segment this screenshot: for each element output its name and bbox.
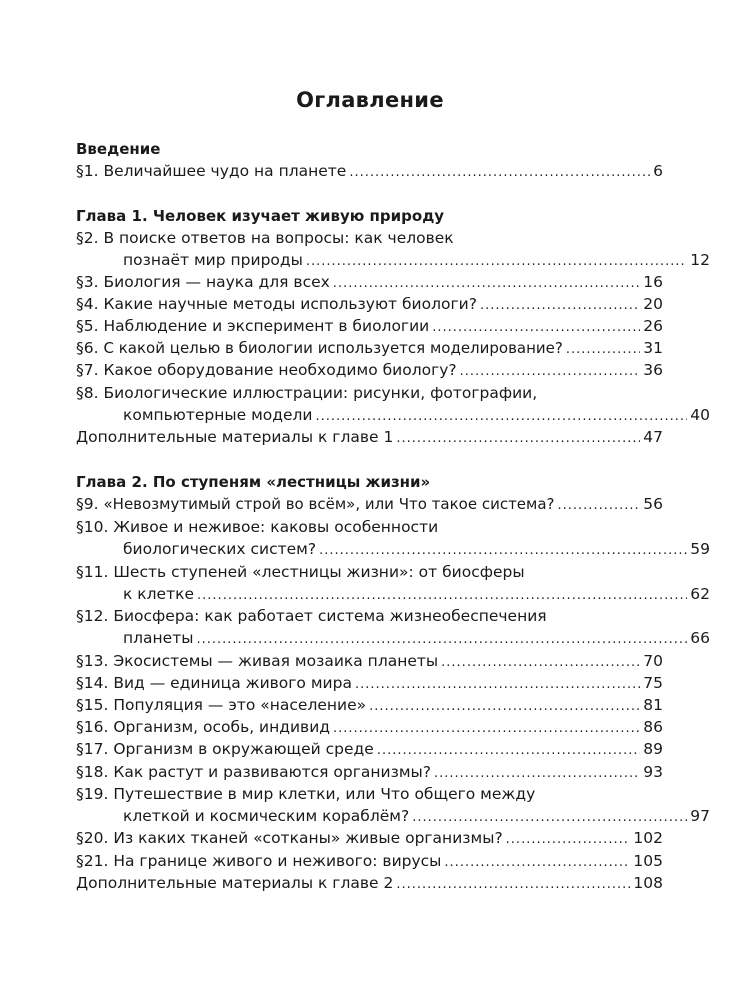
entry-number: §4.	[76, 295, 99, 313]
toc-entry-19-line2[interactable]	[76, 805, 710, 827]
entry-page: 16	[643, 273, 663, 291]
entry-title: Какое оборудование необходимо биологу?	[103, 361, 457, 379]
entry-title: Дополнительные материалы к главе 2	[76, 874, 394, 892]
entry-title: Биология — наука для всех	[103, 273, 330, 291]
entry-page: 105	[633, 852, 663, 870]
toc-entry-8-line1[interactable]	[76, 382, 663, 404]
toc-entry-10-line1[interactable]	[76, 516, 663, 538]
entry-number: §7.	[76, 361, 99, 379]
entry-page: 6	[653, 162, 663, 180]
dot-leader	[396, 428, 640, 450]
entry-number: §9.	[76, 495, 99, 513]
page-title: Оглавление	[296, 88, 444, 112]
dot-leader	[396, 874, 630, 896]
toc-entry-2-line2[interactable]	[76, 249, 710, 271]
entry-title: Биосфера: как работает система жизнеобеспечения	[113, 607, 547, 625]
entry-page: 12	[690, 251, 710, 269]
entry-title-cont: к клетке	[123, 585, 195, 603]
entry-number: §2.	[76, 229, 99, 247]
chapter2-heading: Глава 2. По ступеням «лестницы жизни»	[76, 473, 431, 491]
entry-number: §11.	[76, 563, 109, 581]
dot-leader	[412, 807, 687, 829]
dot-leader	[558, 495, 641, 517]
toc-entry-6[interactable]	[76, 337, 663, 359]
toc-entry-12-line1[interactable]	[76, 605, 663, 627]
entry-title: Живое и неживое: каковы особенности	[113, 518, 439, 536]
entry-number: §1.	[76, 162, 99, 180]
entry-number: §10.	[76, 518, 109, 536]
dot-leader	[441, 652, 640, 674]
toc-entry-4[interactable]	[76, 293, 663, 315]
entry-title: Дополнительные материалы к главе 1	[76, 428, 394, 446]
entry-title: Какие научные методы используют биологи?	[103, 295, 477, 313]
toc-entry-16[interactable]	[76, 716, 663, 738]
chapter1-heading: Глава 1. Человек изучает живую природу	[76, 207, 445, 225]
toc-entry-2-line1[interactable]	[76, 227, 663, 249]
entry-title: Организм, особь, индивид	[113, 718, 330, 736]
entry-page: 20	[643, 295, 663, 313]
entry-number: §18.	[76, 763, 109, 781]
entry-number: §19.	[76, 785, 109, 803]
entry-page: 102	[633, 829, 663, 847]
entry-title: В поиске ответов на вопросы: как человек	[103, 229, 454, 247]
toc-entry-12-line2[interactable]	[76, 627, 710, 649]
dot-leader	[434, 763, 640, 785]
entry-page: 75	[643, 674, 663, 692]
dot-leader	[196, 629, 687, 651]
entry-title-cont: компьютерные модели	[123, 406, 313, 424]
dot-leader	[480, 295, 640, 317]
entry-page: 70	[643, 652, 663, 670]
dot-leader	[506, 829, 631, 851]
entry-page: 89	[643, 740, 663, 758]
entry-page: 86	[643, 718, 663, 736]
intro-heading: Введение	[76, 140, 161, 158]
toc-entry-11-line2[interactable]	[76, 583, 710, 605]
entry-number: §15.	[76, 696, 109, 714]
toc-entry-3[interactable]	[76, 271, 663, 293]
entry-page: 31	[643, 339, 663, 357]
entry-number: §5.	[76, 317, 99, 335]
toc-entry-18[interactable]	[76, 761, 663, 783]
entry-page: 66	[690, 629, 710, 647]
entry-page: 59	[690, 540, 710, 558]
entry-number: §17.	[76, 740, 109, 758]
dot-leader	[460, 361, 641, 383]
entry-page: 56	[643, 495, 663, 513]
entry-title: На границе живого и неживого: вирусы	[113, 852, 442, 870]
entry-title: «Невозмутимый строй во всём», или Что такое система?	[103, 495, 555, 513]
entry-title: С какой целью в биологии используется моделирование?	[103, 339, 563, 357]
entry-page: 97	[690, 807, 710, 825]
toc-extra-ch1[interactable]	[76, 426, 663, 448]
entry-title: Экосистемы — живая мозаика планеты	[113, 652, 439, 670]
entry-title-cont: биологических систем?	[123, 540, 317, 558]
toc-entry-13[interactable]	[76, 650, 663, 672]
entry-title: Вид — единица живого мира	[113, 674, 352, 692]
entry-title: Величайшее чудо на планете	[103, 162, 347, 180]
dot-leader	[349, 162, 650, 184]
entry-title: Наблюдение и эксперимент в биологии	[103, 317, 430, 335]
toc-entry-7[interactable]	[76, 359, 663, 381]
toc-entry-20[interactable]	[76, 827, 663, 849]
toc-entry-11-line1[interactable]	[76, 561, 663, 583]
toc-entry-19-line1[interactable]	[76, 783, 663, 805]
entry-number: §20.	[76, 829, 109, 847]
entry-title: Из каких тканей «сотканы» живые организмы?	[113, 829, 503, 847]
toc-entry-1[interactable]	[76, 160, 663, 182]
dot-leader	[377, 740, 640, 762]
toc-entry-8-line2[interactable]	[76, 404, 710, 426]
entry-title-cont: планеты	[123, 629, 194, 647]
entry-title: Организм в окружающей среде	[113, 740, 374, 758]
entry-page: 40	[690, 406, 710, 424]
toc-entry-9[interactable]	[76, 493, 663, 515]
entry-page: 81	[643, 696, 663, 714]
entry-title-cont: познаёт мир природы	[123, 251, 303, 269]
dot-leader	[333, 718, 640, 740]
toc-entry-15[interactable]	[76, 694, 663, 716]
entry-title: Шесть ступеней «лестницы жизни»: от биосферы	[113, 563, 525, 581]
dot-leader	[369, 696, 640, 718]
entry-page: 62	[690, 585, 710, 603]
toc-entry-5[interactable]	[76, 315, 663, 337]
dot-leader	[444, 852, 630, 874]
entry-number: §13.	[76, 652, 109, 670]
entry-page: 93	[643, 763, 663, 781]
entry-title: Путешествие в мир клетки, или Что общего между	[113, 785, 536, 803]
dot-leader	[333, 273, 640, 295]
entry-number: §8.	[76, 384, 99, 402]
dot-leader	[319, 540, 687, 562]
entry-number: §12.	[76, 607, 109, 625]
dot-leader	[432, 317, 640, 339]
toc-entry-21[interactable]	[76, 850, 663, 872]
entry-number: §3.	[76, 273, 99, 291]
toc-extra-ch2[interactable]	[76, 872, 663, 894]
dot-leader	[306, 251, 687, 273]
entry-title: Биологические иллюстрации: рисунки, фотографии,	[103, 384, 538, 402]
entry-page: 108	[633, 874, 663, 892]
entry-title: Как растут и развиваются организмы?	[113, 763, 431, 781]
entry-page: 36	[643, 361, 663, 379]
toc-entry-17[interactable]	[76, 738, 663, 760]
toc-entry-14[interactable]	[76, 672, 663, 694]
dot-leader	[566, 339, 640, 361]
entry-page: 26	[643, 317, 663, 335]
entry-number: §6.	[76, 339, 99, 357]
dot-leader	[355, 674, 640, 696]
toc-entry-10-line2[interactable]	[76, 538, 710, 560]
entry-page: 47	[643, 428, 663, 446]
dot-leader	[316, 406, 688, 428]
entry-number: §16.	[76, 718, 109, 736]
entry-number: §21.	[76, 852, 109, 870]
dot-leader	[197, 585, 687, 607]
entry-title-cont: клеткой и космическим кораблём?	[123, 807, 410, 825]
entry-title: Популяция — это «население»	[113, 696, 367, 714]
entry-number: §14.	[76, 674, 109, 692]
